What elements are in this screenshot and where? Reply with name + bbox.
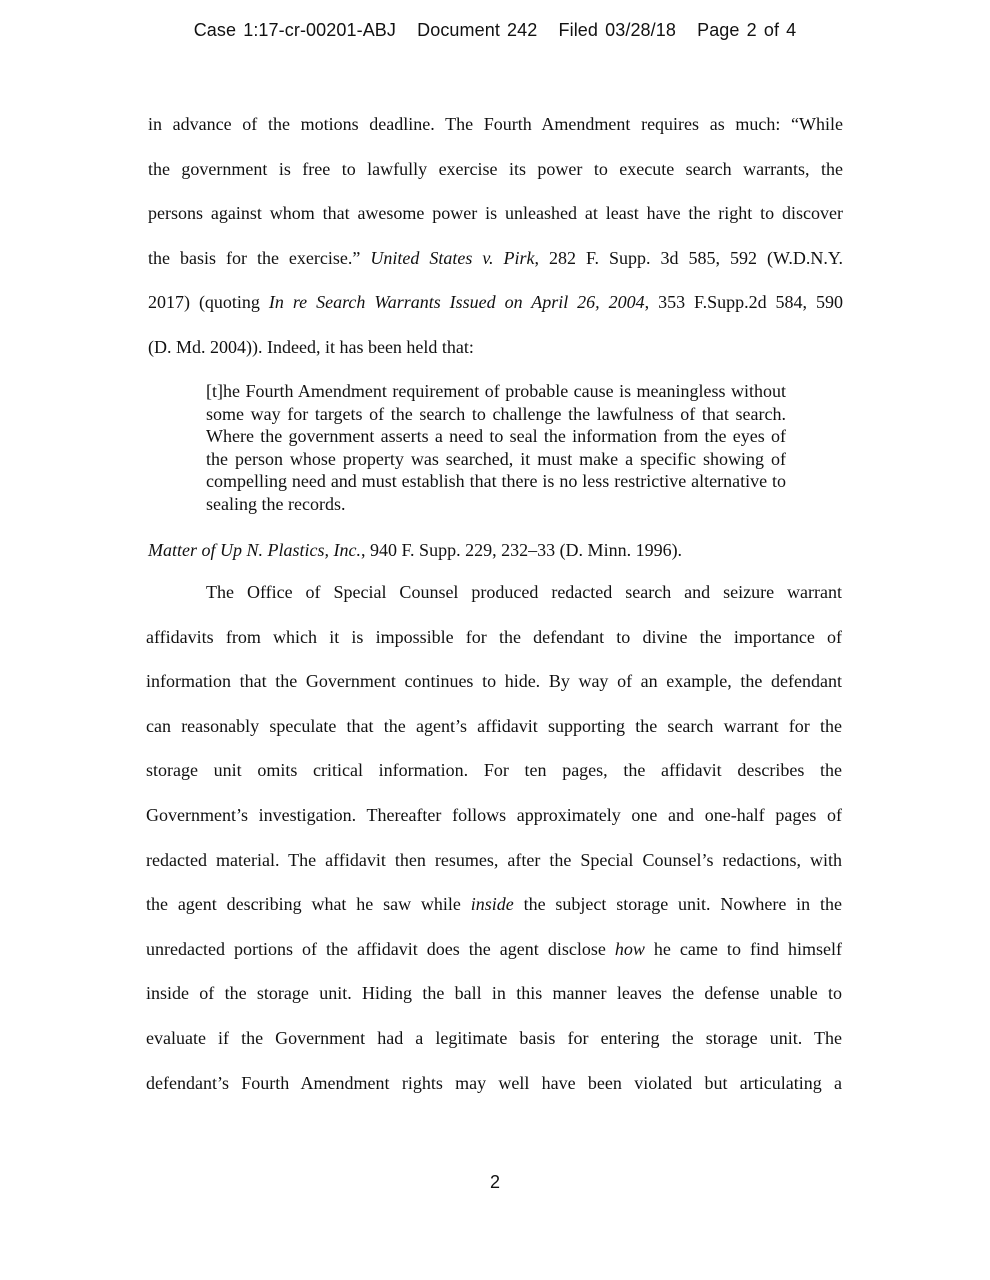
text-line: [146, 793, 842, 838]
text-line: [146, 882, 842, 927]
page-number: 2: [489, 1172, 500, 1192]
paragraph-2: [146, 570, 842, 1105]
text-line-content: unredacted portions of the affidavit does the agent disclose: [146, 938, 615, 959]
text-line-content: the basis for the exercise.”: [148, 247, 371, 268]
case-name: United States v. Pirk: [370, 247, 535, 268]
page-of-count: Page 2 of 4: [697, 20, 797, 40]
text-line-content: affidavits from which it is impossible for the defendant to divine the importance of: [146, 626, 842, 647]
text-line: [148, 236, 843, 281]
text-line: [148, 325, 843, 370]
text-line-content: can reasonably speculate that the agent’s affidavit supporting the search warrant for the: [146, 715, 842, 736]
text-line-content: , 353 F.Supp.2d 584, 590: [644, 292, 843, 313]
text-line-content: redacted material. The affidavit then resumes, after the Special Counsel’s redactions, with: [146, 849, 842, 870]
case-name: In re Search Warrants Issued on April 26, 2004: [268, 292, 645, 313]
text-line-content: (D. Md. 2004)). Indeed, it has been held that:: [148, 336, 474, 357]
text-line: [148, 102, 843, 147]
citation-text: , 940 F. Supp. 229, 232–33 (D. Minn. 1996).: [360, 540, 683, 560]
text-line-content: the subject storage unit. Nowhere in the: [513, 894, 842, 915]
emphasis: inside: [470, 894, 514, 915]
document-number: Document 242: [417, 20, 538, 40]
text-line: [146, 704, 842, 749]
paragraph-1: [148, 102, 843, 370]
text-line-content: the government is free to lawfully exercise its power to execute search warrants, the: [148, 158, 843, 179]
text-line: [146, 838, 842, 883]
citation: [148, 535, 682, 565]
text-line-content: the agent describing what he saw while: [146, 894, 471, 915]
filed-date: Filed 03/28/18: [558, 20, 676, 40]
case-header: [0, 20, 990, 41]
text-line: [146, 927, 842, 972]
text-line: [146, 659, 842, 704]
text-line-content: in advance of the motions deadline. The Fourth Amendment requires as much: “While: [148, 114, 843, 134]
text-line-content: 2017) (quoting: [148, 292, 269, 313]
text-line: [146, 748, 842, 793]
case-number: Case 1:17-cr-00201-ABJ: [193, 20, 396, 40]
text-line-content: The Office of Special Counsel produced redacted search and seizure warrant: [206, 582, 842, 602]
text-line-content: defendant’s Fourth Amendment rights may well have been violated but articulating a: [146, 1072, 842, 1093]
text-line-content: persons against whom that awesome power is unleashed at least have the right to discover: [148, 203, 843, 224]
text-line: [148, 147, 843, 192]
text-line-content: information that the Government continues to hide. By way of an example, the defendant: [146, 671, 842, 692]
text-line-content: Government’s investigation. Thereafter follows approximately one and one-half pages of: [146, 804, 842, 825]
case-name: Matter of Up N. Plastics, Inc.: [148, 540, 361, 560]
text-line: [148, 280, 843, 325]
text-line: [146, 971, 842, 1016]
text-line: [148, 191, 843, 236]
text-line: [146, 570, 842, 615]
text-line-content: , 282 F. Supp. 3d 585, 592 (W.D.N.Y.: [534, 247, 843, 268]
text-line-content: inside of the storage unit. Hiding the ball in this manner leaves the defense unable to: [146, 983, 842, 1004]
text-line-content: evaluate if the Government had a legitimate basis for entering the storage unit. The: [146, 1027, 842, 1048]
text-line: [146, 615, 842, 660]
text-line: [146, 1016, 842, 1061]
emphasis: how: [614, 938, 645, 959]
block-quote: [t]he Fourth Amendment requirement of probable cause is meaningless without some way for targets of the search to challenge the lawfulness of that search. Where the government asserts a need to seal the information from the eyes of the person whose property was searched, it must make a specific showing of compelling need and must establish that there is no less restrictive alternative to sealing the records.: [206, 381, 786, 514]
text-line: [146, 1061, 842, 1106]
text-line-content: storage unit omits critical information. For ten pages, the affidavit describes the: [146, 760, 842, 781]
text-line-content: he came to find himself: [644, 938, 842, 959]
